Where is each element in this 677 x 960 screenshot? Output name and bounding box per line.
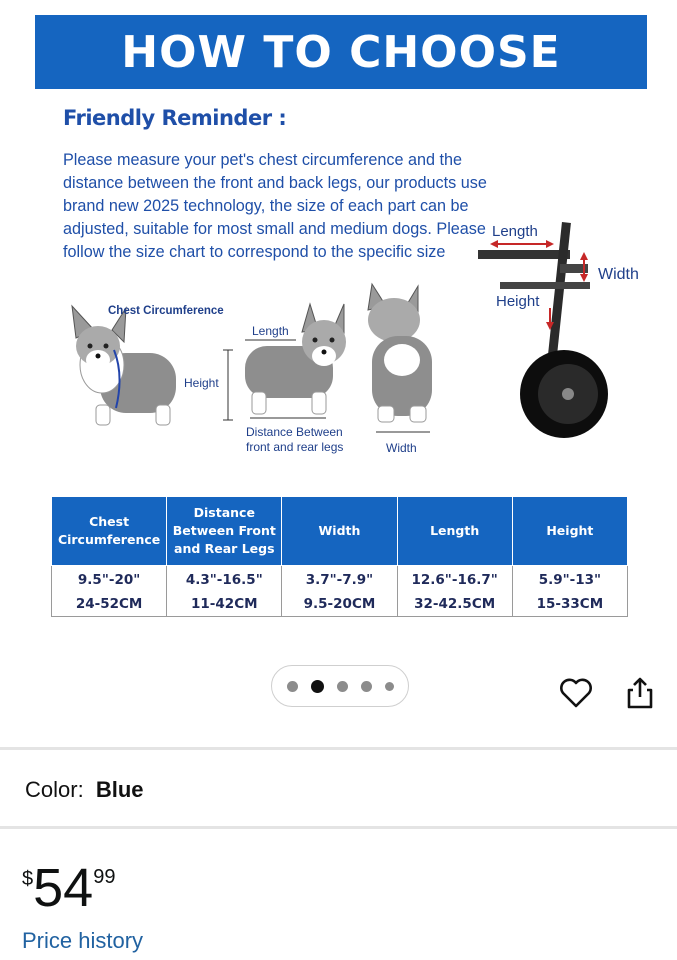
table-cell: 24-52CM: [52, 592, 167, 617]
image-carousel-indicator[interactable]: [271, 665, 409, 707]
price: [22, 860, 115, 916]
price-whole: 54: [33, 858, 94, 918]
wheelchair-frame-illustration: [470, 218, 670, 443]
table-row-cm: [52, 592, 628, 617]
reminder-line: distance between the front and back legs, our products use: [63, 174, 487, 192]
header-line: Length: [430, 523, 480, 538]
header-line: Circumference: [57, 532, 161, 547]
header-line: Distance: [193, 505, 255, 520]
dog-side-icon: [72, 306, 176, 425]
distance-label-2: front and rear legs: [246, 440, 344, 454]
table-cell: 5.9"-13": [512, 566, 627, 593]
size-chart-table: [51, 496, 628, 617]
table-cell: 3.7"-7.9": [282, 566, 397, 593]
share-button[interactable]: [623, 675, 657, 711]
frame-width-label: Width: [598, 266, 639, 283]
header-line: Width: [318, 523, 361, 538]
favorite-button[interactable]: [558, 675, 594, 711]
banner-title: HOW TO CHOOSE: [35, 15, 647, 89]
header-distance: [167, 497, 282, 566]
divider: [0, 747, 677, 750]
header-line: Height: [546, 523, 594, 538]
reminder-line: follow the size chart to correspond to the specific size: [63, 243, 446, 261]
frame-height-label: Height: [496, 293, 540, 310]
carousel-dot[interactable]: [337, 681, 348, 692]
reminder-title: Friendly Reminder :: [63, 106, 287, 130]
header-chest: [52, 497, 167, 566]
header-height: [512, 497, 627, 566]
reminder-line: brand new 2025 technology, the size of each part can be: [63, 197, 469, 215]
height-label: Height: [184, 376, 219, 390]
carousel-dot[interactable]: [361, 681, 372, 692]
table-cell: 32-42.5CM: [397, 592, 512, 617]
table-row-inches: [52, 566, 628, 593]
dog-measurement-illustration: [60, 280, 460, 470]
carousel-dot-active[interactable]: [311, 680, 324, 693]
distance-label-1: Distance Between: [246, 425, 343, 439]
length-label: Length: [252, 324, 289, 338]
header-width: [282, 497, 397, 566]
header-line: Chest: [89, 514, 130, 529]
table-cell: 15-33CM: [512, 592, 627, 617]
frame-length-label: Length: [492, 223, 538, 240]
width-label: Width: [386, 441, 417, 455]
color-value: Blue: [95, 777, 144, 802]
carousel-dot[interactable]: [287, 681, 298, 692]
color-label: Color:: [25, 777, 84, 802]
table-cell: 9.5"-20": [52, 566, 167, 593]
header-line: Between Front: [172, 523, 276, 538]
dog-length-icon: [223, 304, 346, 420]
table-header-row: [52, 497, 628, 566]
dog-rear-icon: [368, 284, 432, 432]
price-history-link[interactable]: Price history: [22, 928, 144, 953]
price-currency: $: [22, 868, 34, 890]
heart-icon: [558, 675, 594, 711]
reminder-text: [63, 149, 503, 264]
carousel-dot[interactable]: [385, 682, 394, 691]
table-cell: 11-42CM: [167, 592, 282, 617]
table-cell: 9.5-20CM: [282, 592, 397, 617]
chest-label: Chest Circumference: [108, 305, 224, 317]
reminder-line: Please measure your pet's chest circumference and the: [63, 151, 462, 169]
price-fraction: 99: [93, 866, 116, 888]
reminder-line: adjusted, suitable for most small and medium dogs. Please: [63, 220, 486, 238]
table-cell: 4.3"-16.5": [167, 566, 282, 593]
share-icon: [623, 675, 657, 711]
table-cell: 12.6"-16.7": [397, 566, 512, 593]
header-length: [397, 497, 512, 566]
divider: [0, 826, 677, 829]
header-line: and Rear Legs: [174, 541, 275, 556]
color-selection: [25, 777, 144, 803]
